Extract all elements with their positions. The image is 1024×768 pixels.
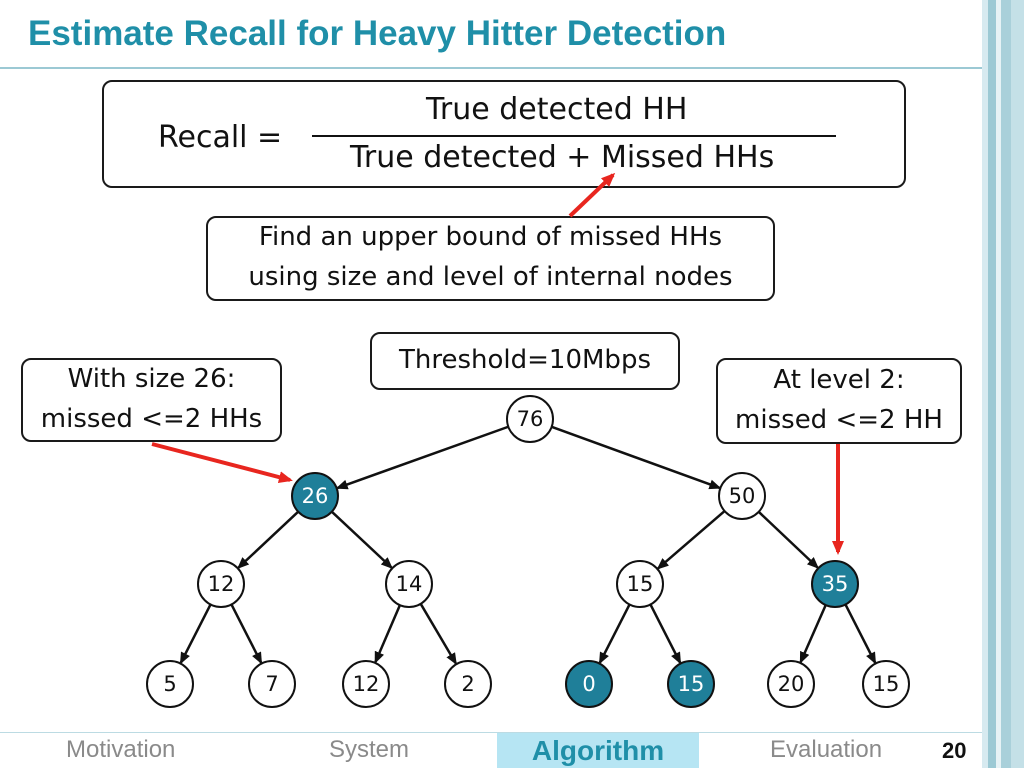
tree-edge-l2c-l3e <box>600 604 630 662</box>
tree-edge-l2d-l3h <box>845 604 875 662</box>
tree-edge-l2b-l3c <box>375 605 399 662</box>
threshold-label: Threshold=10Mbps <box>399 345 651 375</box>
tree-node-l3b <box>249 661 295 707</box>
tree-edge-l2b-l3d <box>421 604 456 664</box>
tree-node-value: 26 <box>301 484 329 508</box>
tree-node-l1b <box>719 473 765 519</box>
tree-edge-root-l1b <box>552 427 720 488</box>
tree-node-value: 5 <box>163 672 177 696</box>
tree-node-value: 76 <box>516 407 544 431</box>
tree-node-value: 0 <box>582 672 596 696</box>
tree-node-value: 20 <box>777 672 805 696</box>
tree-node-l2d <box>812 561 858 607</box>
tree-edge-root-l1a <box>338 427 509 488</box>
slide-title: Estimate Recall for Heavy Hitter Detection <box>28 14 727 53</box>
tree-edge-l1a-l2a <box>239 512 299 568</box>
tree-edges <box>181 427 875 664</box>
tree-node-l2a <box>198 561 244 607</box>
tree-node-value: 15 <box>872 672 900 696</box>
tree-node-value: 14 <box>395 572 423 596</box>
tree-node-root <box>507 396 553 442</box>
tree-node-l3a <box>147 661 193 707</box>
level-callout-line2: missed <=2 HH <box>735 405 943 435</box>
tree-node-value: 50 <box>728 484 756 508</box>
tree-edge-l2c-l3f <box>650 604 680 662</box>
tree-node-l3f <box>668 661 714 707</box>
tree-edge-l2a-l3b <box>231 604 261 662</box>
footer-algorithm-active[interactable]: Algorithm <box>497 733 699 768</box>
tree-edge-l2d-l3g <box>801 605 826 662</box>
size-callout-line1: With size 26: <box>67 364 236 394</box>
tree-node-l3g <box>768 661 814 707</box>
tree-node-l3h <box>863 661 909 707</box>
footer-system[interactable]: System <box>329 736 410 763</box>
tree-node-value: 12 <box>207 572 235 596</box>
upper-bound-line1: Find an upper bound of missed HHs <box>258 222 723 252</box>
tree-node-l2b <box>386 561 432 607</box>
tree-edge-l1b-l2d <box>759 512 818 568</box>
arrow-to-node-26 <box>152 444 290 480</box>
tree-node-l3c <box>343 661 389 707</box>
formula-numerator: True detected HH <box>426 92 688 127</box>
tree-edge-l2a-l3a <box>181 604 211 662</box>
size-callout-line2: missed <=2 HHs <box>40 404 263 434</box>
tree-node-l3d <box>445 661 491 707</box>
tree-edge-l1b-l2c <box>658 511 724 568</box>
formula-lhs: Recall = <box>158 120 283 155</box>
tree-node-value: 7 <box>265 672 279 696</box>
arrow-to-missed-hhs <box>570 175 613 216</box>
tree-node-l3e <box>566 661 612 707</box>
level-callout-line1: At level 2: <box>773 365 905 395</box>
tree-edge-l1a-l2b <box>332 512 392 568</box>
footer-motivation[interactable]: Motivation <box>66 736 176 763</box>
footer-divider <box>0 732 982 733</box>
footer-evaluation[interactable]: Evaluation <box>770 736 883 763</box>
page-number: 20 <box>942 738 967 763</box>
formula-denominator: True detected + Missed HHs <box>350 140 775 175</box>
tree-node-value: 12 <box>352 672 380 696</box>
tree-node-value: 15 <box>677 672 705 696</box>
tree-node-value: 35 <box>821 572 849 596</box>
upper-bound-line2: using size and level of internal nodes <box>248 262 733 292</box>
tree-node-l2c <box>617 561 663 607</box>
tree-node-l1a <box>292 473 338 519</box>
tree-node-value: 15 <box>626 572 654 596</box>
tree-node-value: 2 <box>461 672 475 696</box>
